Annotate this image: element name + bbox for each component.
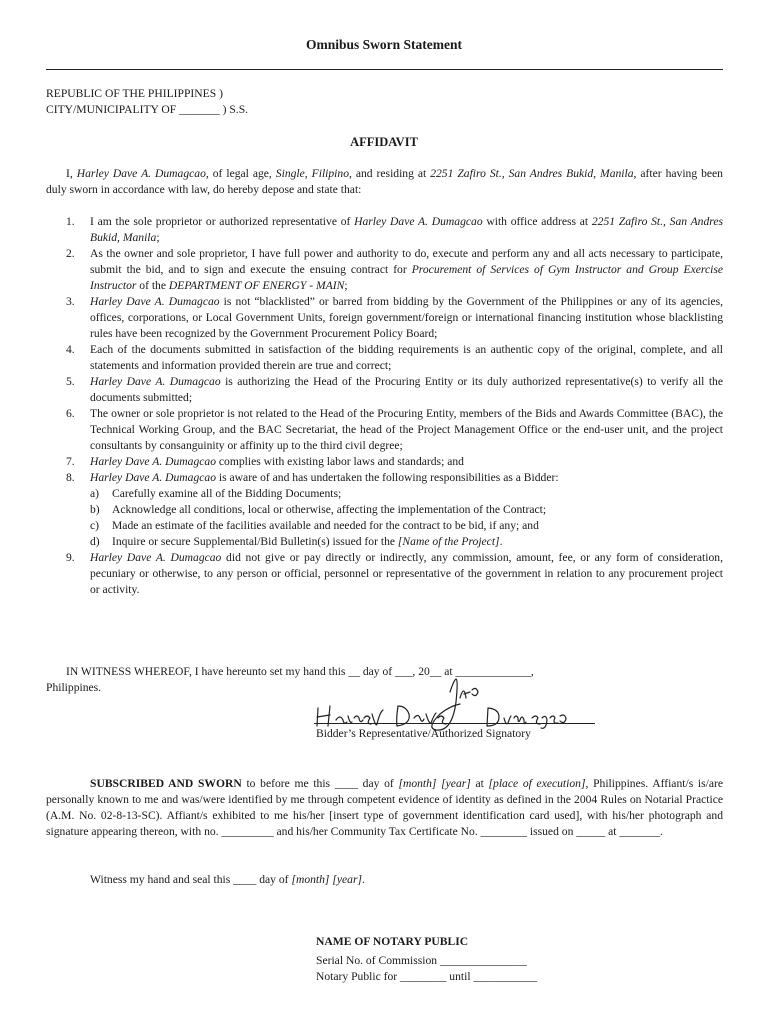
venue-city: CITY/MUNICIPALITY OF _______ ) S.S. — [46, 103, 249, 116]
intro-paragraph: I, Harley Dave A. Dumagcao, of legal age, Single, Filipino, and residing at 2251 Zafiro St., San Andres Bukid, Manila, after having been duly sworn in accordance with law, do hereby depose and state that: — [46, 167, 723, 196]
list-item: 7. Harley Dave A. Dumagcao complies with existing labor laws and standards; and — [66, 455, 464, 468]
affidavit-heading: AFFIDAVIT — [350, 135, 418, 149]
witness-hand-paragraph: Witness my hand and seal this ____ day of [month] [year]. — [90, 873, 365, 886]
document-title: Omnibus Sworn Statement — [305, 37, 462, 52]
list-item: 8. Harley Dave A. Dumagcao is aware of and has undertaken the following responsibilities as a Bidder: a) Carefully examine all of the Bidding Documents; b) Acknowledge all conditions, local or otherwise, affecting the implementation of the Contract; c) Made an estimate of the facilities available and needed for the contract to be bid, if any; and d) Inquire or secure Supplemental/Bid Bulletin(s) issued for the [Name of the Project]. — [46, 470, 723, 550]
list-item: 3. Harley Dave A. Dumagcao is not “blacklisted” or barred from bidding by the Government of the Philippines or any of its agencies, offices, corporations, or Local Government Units, foreign government/foreign or international financing institution whose blacklisting rules have been recognized by the Government Procurement Policy Board; — [66, 295, 723, 340]
witness-paragraph: IN WITNESS WHEREOF, I have hereunto set my hand this __ day of ___, 20__ at _____________, Philippines. — [46, 665, 534, 694]
title-divider — [46, 69, 723, 70]
notary-public-for: Notary Public for ________ until ___________ — [316, 970, 538, 983]
sublist-item: a) Carefully examine all of the Bidding Documents; — [90, 487, 342, 500]
sublist-item: c) Made an estimate of the facilities available and needed for the contract to be bid, if any; and — [90, 519, 539, 532]
notary-serial: Serial No. of Commission _______________ — [316, 954, 527, 967]
jurat-paragraph: SUBSCRIBED AND SWORN to before me this ____ day of [month] [year] at [place of execution], Philippines. Affiant/s is/are personally known to me and was/were identified by me through competent evidence of identity as defined in the 2004 Rules on Notarial Practice (A.M. No. 02-8-13-SC). Affiant/s exhibited to me his/her [insert type of government identification card used], with his/her photograph and signature appearing thereon, with no. _________ and his/her Community Tax Certificate No. ________ issued on _____ at _______. — [46, 777, 724, 838]
signature-line — [314, 723, 595, 724]
list-item: 1. I am the sole proprietor or authorized representative of Harley Dave A. Dumagcao with office address at 2251 Zafiro St., San Andres Bukid, Manila; — [66, 215, 723, 244]
list-item: 5. Harley Dave A. Dumagcao is authorizing the Head of the Procuring Entity or its duly authorized representative(s) to verify all the documents submitted; — [66, 375, 723, 404]
list-item: 9. Harley Dave A. Dumagcao did not give or pay directly or indirectly, any commission, amount, fee, or any form of consideration, pecuniary or otherwise, to any person or official, personnel or representative of the government in relation to any procurement project or activity. — [66, 551, 723, 596]
list-item: 2. As the owner and sole proprietor, I have full power and authority to do, execute and perform any and all acts necessary to participate, submit the bid, and to sign and execute the ensuing contract for Procurement of Services of Gym Instructor and Group Exercise Instructor of the DEPARTMENT OF ENERGY - MAIN; — [66, 247, 724, 292]
statements-list — [46, 214, 723, 598]
list-item: 6. The owner or sole proprietor is not related to the Head of the Procuring Entity, members of the Bids and Awards Committee (BAC), the Technical Working Group, and the BAC Secretariat, the head of the Project Management Office or the end-user unit, and the project consultants by consanguinity or affinity up to the third civil degree; — [66, 407, 723, 452]
sublist-item: b) Acknowledge all conditions, local or otherwise, affecting the implementation of the Contract; — [90, 503, 547, 516]
notary-name: NAME OF NOTARY PUBLIC — [316, 935, 469, 948]
signature-caption: Bidder’s Representative/Authorized Signatory — [316, 727, 531, 740]
list-item: 4. Each of the documents submitted in satisfaction of the bidding requirements is an authentic copy of the original, complete, and all statements and information provided therein are true and correct; — [66, 343, 723, 372]
venue-republic: REPUBLIC OF THE PHILIPPINES ) — [46, 87, 223, 100]
responsibilities-sublist — [90, 486, 723, 550]
sublist-item: d) Inquire or secure Supplemental/Bid Bulletin(s) issued for the [Name of the Project]. — [90, 535, 503, 548]
